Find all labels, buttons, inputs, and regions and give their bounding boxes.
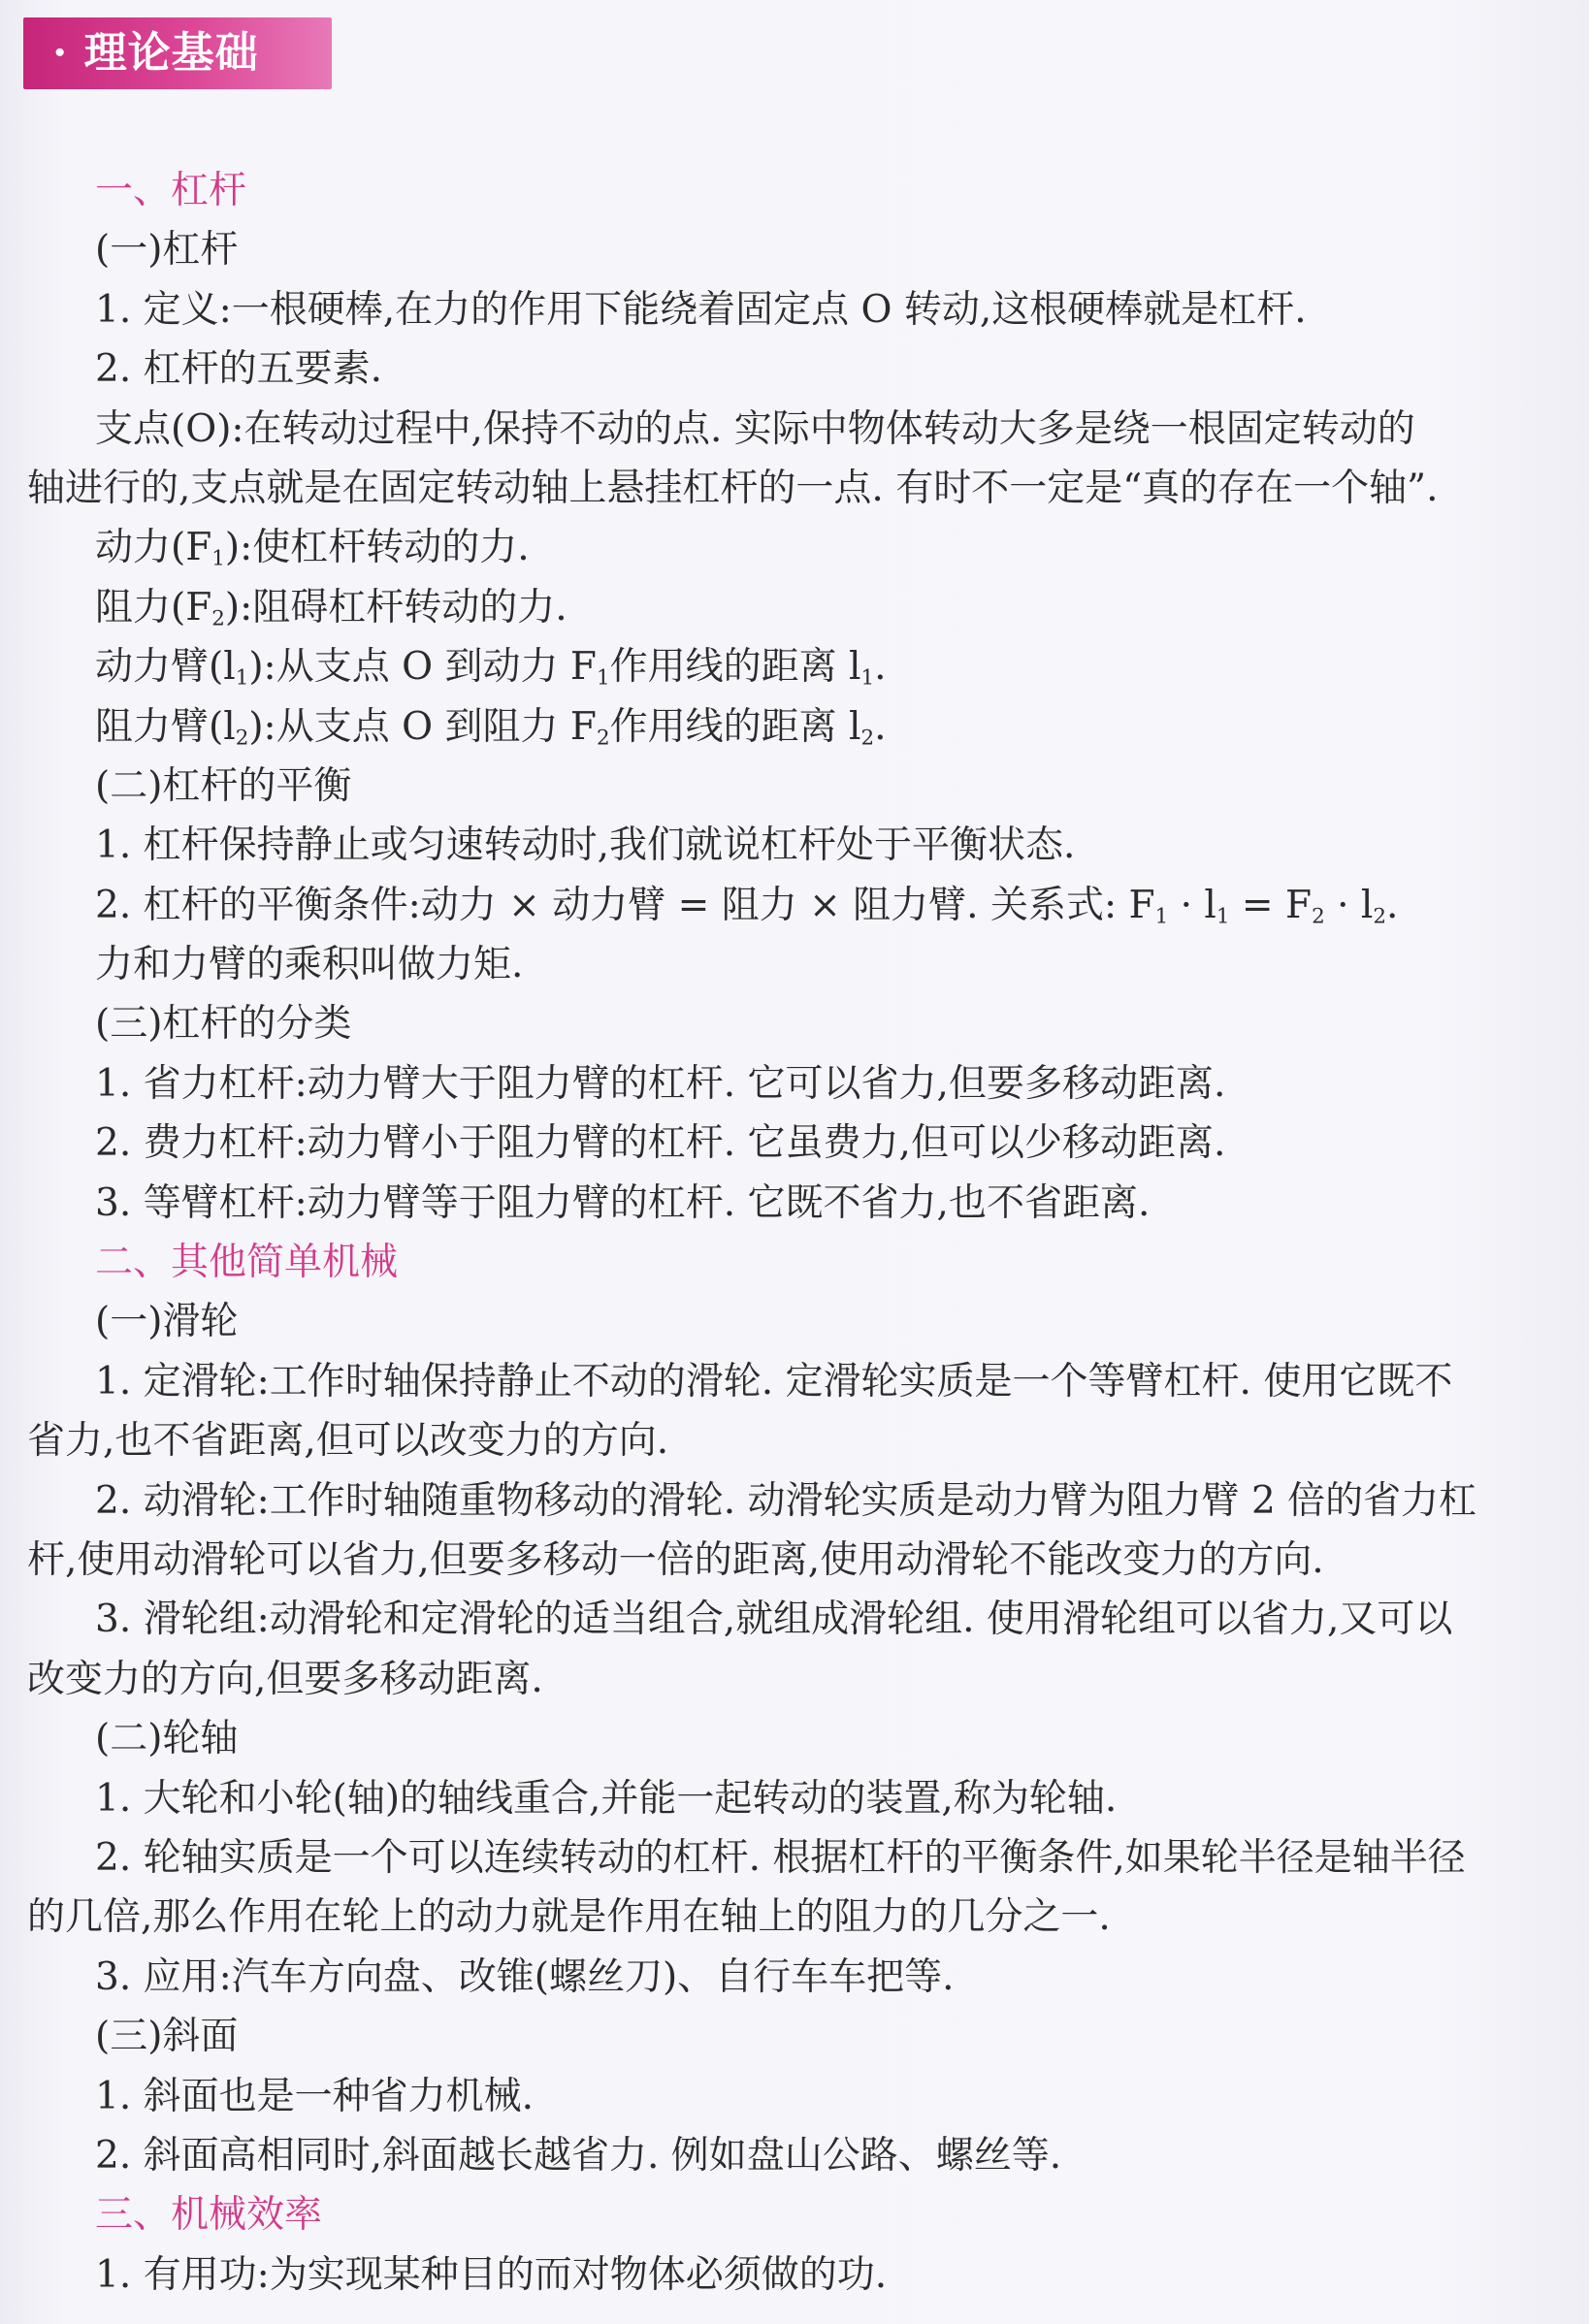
text-part: 动力臂(l	[95, 645, 236, 690]
subscript: 2	[235, 725, 249, 750]
text-part: · l	[1324, 883, 1374, 927]
subscript: 1	[235, 665, 249, 691]
pulley-block-2: 改变力的方向,但要多移动距离.	[27, 1657, 543, 1701]
text-part: = F	[1229, 883, 1313, 927]
section-heading-efficiency: 三、机械效率	[95, 2193, 323, 2238]
class-2: 2. 费力杠杆:动力臂小于阻力臂的杠杆. 它虽费力,但可以少移动距离.	[95, 1121, 1226, 1166]
subscript: 1	[1216, 904, 1230, 929]
load-force	[27, 578, 1560, 637]
text-part: .	[1386, 883, 1399, 927]
text-part: 阻力臂(l	[95, 704, 236, 749]
effort-text: ):使杠杆转动的力.	[224, 526, 530, 570]
subscript: 1	[596, 665, 610, 691]
text-part: .	[874, 645, 887, 690]
load-text: ):阻碍杠杆转动的力.	[224, 585, 568, 629]
text-part: 作用线的距离 l	[609, 645, 861, 690]
subheading-classification: (三)杠杆的分类	[95, 1002, 352, 1047]
five-elements: 2. 杠杆的五要素.	[95, 347, 383, 392]
subheading-lever: (一)杠杆	[95, 228, 239, 273]
load-label: 阻力(F	[95, 585, 212, 629]
banner-title: · 理论基础	[52, 28, 259, 78]
fulcrum-line-2: 轴进行的,支点就是在固定转动轴上悬挂杠杆的一点. 有时不一定是“真的存在一个轴”.	[27, 466, 1439, 510]
axle-2b: 的几倍,那么作用在轮上的动力就是作用在轴上的阻力的几分之一.	[27, 1895, 1111, 1940]
content-body	[27, 161, 1560, 2305]
fixed-pulley-2: 省力,也不省距离,但可以改变力的方向.	[27, 1419, 669, 1464]
subscript: 1	[1154, 904, 1169, 929]
axle-3: 3. 应用:汽车方向盘、改锥(螺丝刀)、自行车车把等.	[95, 1954, 955, 1999]
subscript: 1	[211, 546, 225, 571]
section-banner	[23, 17, 332, 89]
subscript: 2	[1373, 904, 1387, 929]
subscript: 2	[596, 725, 610, 750]
subscript: 2	[860, 725, 875, 750]
moment-definition: 力和力臂的乘积叫做力矩.	[95, 943, 524, 987]
subscript: 2	[211, 606, 225, 631]
fixed-pulley-1: 1. 定滑轮:工作时轴保持静止不动的滑轮. 定滑轮实质是一个等臂杠杆. 使用它既不	[95, 1359, 1453, 1404]
subscript: 1	[860, 665, 875, 691]
section-heading-lever: 一、杠杆	[95, 169, 247, 212]
incline-1: 1. 斜面也是一种省力机械.	[95, 2074, 535, 2118]
effort-label: 动力(F	[95, 526, 212, 570]
effort-arm	[27, 637, 1560, 696]
useful-work: 1. 有用功:为实现某种目的而对物体必须做的功.	[95, 2252, 888, 2297]
text-part: ):从支点 O 到阻力 F	[248, 704, 597, 749]
balance-1: 1. 杠杆保持静止或匀速转动时,我们就说杠杆处于平衡状态.	[95, 823, 1076, 868]
movable-pulley-2: 杆,使用动滑轮可以省力,但要多移动一倍的距离,使用动滑轮不能改变力的方向.	[27, 1537, 1324, 1582]
lever-definition: 1. 定义:一根硬棒,在力的作用下能绕着固定点 O 转动,这根硬棒就是杠杆.	[95, 287, 1307, 332]
subscript: 2	[1312, 904, 1325, 929]
text-part: ):从支点 O 到动力 F	[248, 645, 597, 690]
movable-pulley-1: 2. 动滑轮:工作时轴随重物移动的滑轮. 动滑轮实质是动力臂为阻力臂 2 倍的省力杠	[95, 1478, 1477, 1523]
subheading-balance: (二)杠杆的平衡	[95, 763, 352, 808]
subheading-pulley: (一)滑轮	[95, 1300, 239, 1344]
section-heading-machines: 二、其他简单机械	[95, 1241, 399, 1285]
balance-2	[27, 876, 1560, 935]
fulcrum-line-1: 支点(O):在转动过程中,保持不动的点. 实际中物体转动大多是绕一根固定转动的	[95, 406, 1415, 451]
text-part: 2. 杠杆的平衡条件:动力 × 动力臂 = 阻力 × 阻力臂. 关系式: F	[95, 883, 1155, 927]
pulley-block-1: 3. 滑轮组:动滑轮和定滑轮的适当组合,就组成滑轮组. 使用滑轮组可以省力,又可以	[95, 1598, 1453, 1642]
class-1: 1. 省力杠杆:动力臂大于阻力臂的杠杆. 它可以省力,但要多移动距离.	[95, 1061, 1226, 1106]
class-3: 3. 等臂杠杆:动力臂等于阻力臂的杠杆. 它既不省力,也不省距离.	[95, 1180, 1151, 1225]
incline-2: 2. 斜面高相同时,斜面越长越省力. 例如盘山公路、螺丝等.	[95, 2133, 1062, 2178]
axle-2a: 2. 轮轴实质是一个可以连续转动的杠杆. 根据杠杆的平衡条件,如果轮半径是轴半径	[95, 1835, 1466, 1880]
text-part: 作用线的距离 l	[609, 704, 861, 749]
load-arm	[27, 697, 1560, 757]
text-part: · l	[1168, 883, 1216, 927]
effort-force	[27, 518, 1560, 577]
axle-1: 1. 大轮和小轮(轴)的轴线重合,并能一起转动的装置,称为轮轴.	[95, 1776, 1118, 1821]
subheading-wheel-axle: (二)轮轴	[95, 1717, 239, 1761]
text-part: .	[874, 704, 887, 749]
subheading-incline: (三)斜面	[95, 2015, 239, 2059]
